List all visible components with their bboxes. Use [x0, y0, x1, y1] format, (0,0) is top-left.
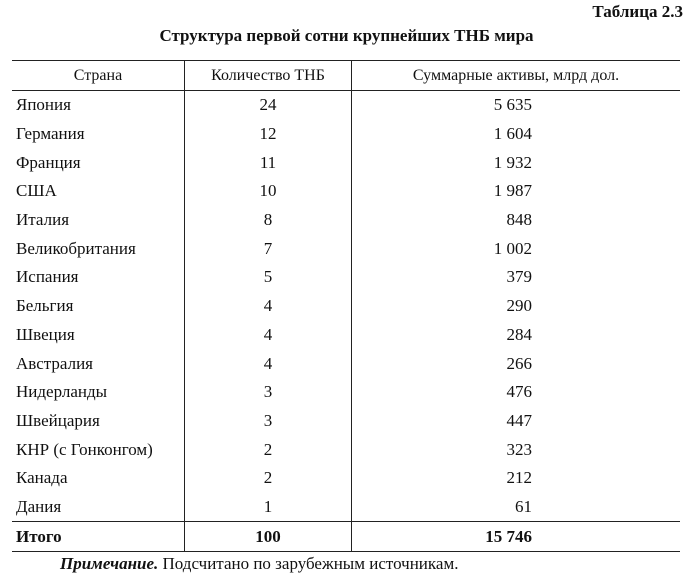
cell-count: 3	[185, 407, 352, 436]
table-row	[12, 292, 680, 321]
cell-count: 4	[185, 349, 352, 378]
cell-count: 10	[185, 177, 352, 206]
cell-country: Япония	[12, 91, 185, 120]
table-body	[12, 91, 680, 552]
cell-country: Нидерланды	[12, 378, 185, 407]
cell-count: 3	[185, 378, 352, 407]
cell-count: 1	[185, 493, 352, 522]
cell-assets: 212	[352, 464, 681, 493]
cell-country: Испания	[12, 263, 185, 292]
cell-assets: 1 932	[352, 148, 681, 177]
table-row	[12, 148, 680, 177]
cell-count: 5	[185, 263, 352, 292]
cell-assets: 5 635	[352, 91, 681, 120]
cell-count: 2	[185, 464, 352, 493]
table-row	[12, 378, 680, 407]
header-count: Количество ТНБ	[185, 61, 352, 91]
cell-country: Швейцария	[12, 407, 185, 436]
table-title: Структура первой сотни крупнейших ТНБ мира	[159, 26, 534, 45]
table-row	[12, 177, 680, 206]
table-row	[12, 263, 680, 292]
cell-count: 4	[185, 292, 352, 321]
cell-country: Италия	[12, 206, 185, 235]
cell-country: КНР (с Гонконгом)	[12, 435, 185, 464]
cell-country: Австралия	[12, 349, 185, 378]
cell-assets: 290	[352, 292, 681, 321]
cell-country: Германия	[12, 120, 185, 149]
table-row	[12, 234, 680, 263]
table-note	[60, 554, 458, 574]
cell-country: Великобритания	[12, 234, 185, 263]
cell-assets: 1 987	[352, 177, 681, 206]
cell-count: 11	[185, 148, 352, 177]
cell-country: Итого	[12, 522, 185, 552]
total-row	[12, 522, 680, 552]
cell-count: 8	[185, 206, 352, 235]
header-country: Страна	[12, 61, 185, 91]
table-row	[12, 435, 680, 464]
note-text: Подсчитано по зарубежным источникам.	[158, 554, 459, 573]
table-row	[12, 493, 680, 522]
cell-count: 12	[185, 120, 352, 149]
cell-assets: 379	[352, 263, 681, 292]
cell-count: 24	[185, 91, 352, 120]
table-row	[12, 349, 680, 378]
cell-count: 100	[185, 522, 352, 552]
table-number-label: Таблица 2.3	[592, 2, 683, 21]
cell-assets: 15 746	[352, 522, 681, 552]
data-table	[12, 60, 680, 552]
cell-assets: 284	[352, 321, 681, 350]
cell-count: 7	[185, 234, 352, 263]
cell-assets: 447	[352, 407, 681, 436]
cell-assets: 61	[352, 493, 681, 522]
cell-assets: 848	[352, 206, 681, 235]
cell-assets: 1 002	[352, 234, 681, 263]
cell-country: Бельгия	[12, 292, 185, 321]
cell-country: Франция	[12, 148, 185, 177]
cell-assets: 1 604	[352, 120, 681, 149]
cell-assets: 266	[352, 349, 681, 378]
table-row	[12, 120, 680, 149]
cell-assets: 476	[352, 378, 681, 407]
cell-assets: 323	[352, 435, 681, 464]
table-row	[12, 321, 680, 350]
cell-count: 4	[185, 321, 352, 350]
table-row	[12, 407, 680, 436]
note-label: Примечание.	[60, 554, 159, 573]
cell-country: США	[12, 177, 185, 206]
table-row	[12, 206, 680, 235]
table-row	[12, 91, 680, 120]
cell-country: Дания	[12, 493, 185, 522]
header-row	[12, 61, 680, 91]
cell-count: 2	[185, 435, 352, 464]
header-assets: Суммарные активы, млрд дол.	[352, 61, 681, 91]
table-row	[12, 464, 680, 493]
cell-country: Швеция	[12, 321, 185, 350]
cell-country: Канада	[12, 464, 185, 493]
